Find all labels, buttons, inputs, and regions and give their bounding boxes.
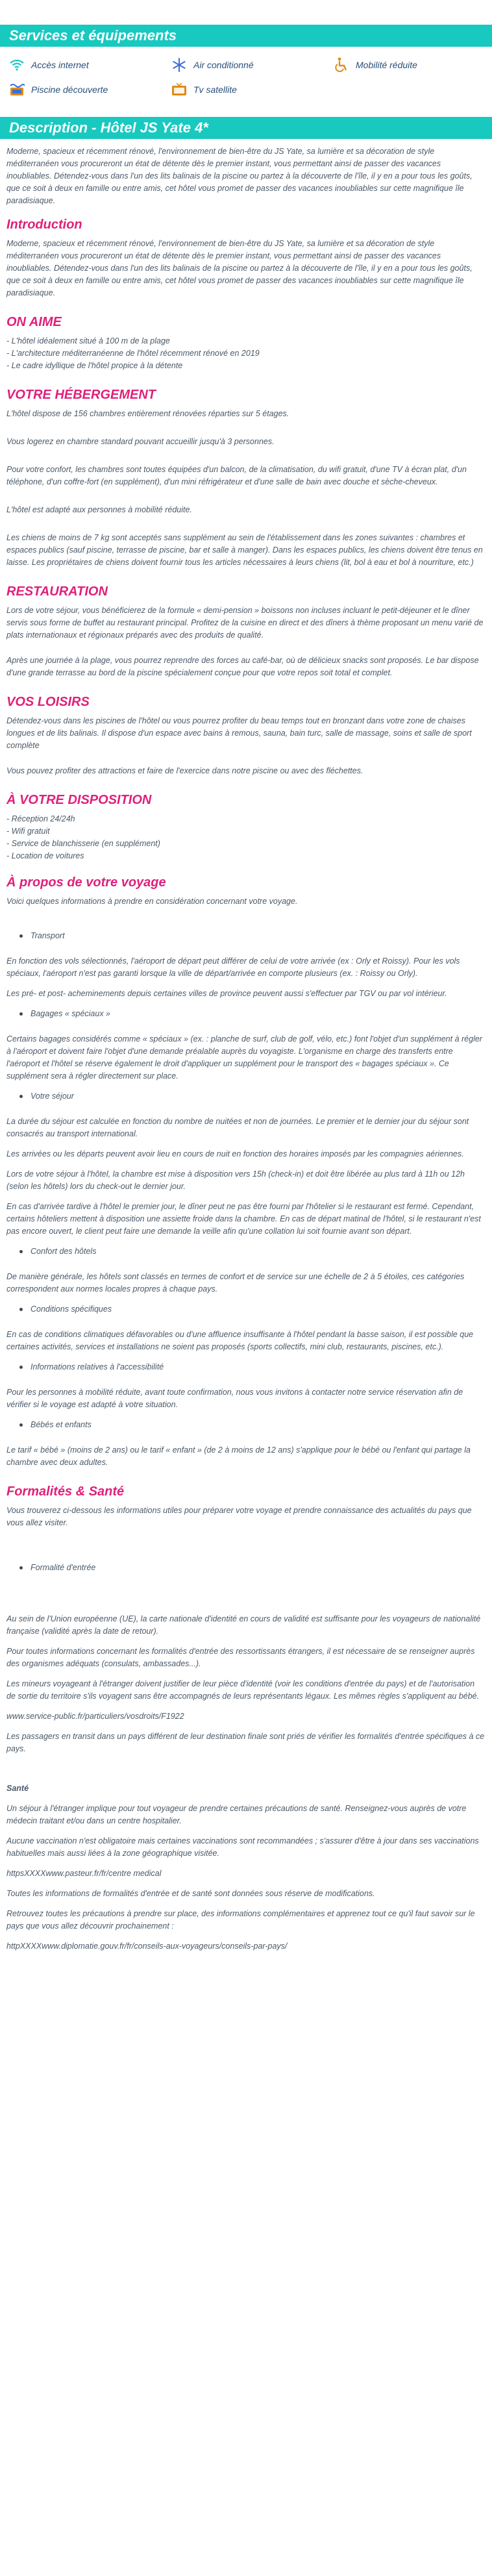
wheelchair-icon [334,57,349,73]
formalites-paragraph: Pour toutes informations concernant les formalités d'entrée des ressortissants étrangers, il est nécessaire de se renseigner auprès des organismes adéquats (consulats, ambassades...). [6,1647,475,1668]
hebergement-paragraph: Les chiens de moins de 7 kg sont acceptés sans supplément au sein de l'établissement dans les zones suivantes : chambres et espaces publics (sauf piscine, terrasse de piscine, bar et salle à manger). Dans les espaces publics, les chiens doivent être tenus en laisse. Les propriétaires de chiens doivent fournir tous les articles nécessaires à leurs chiens (lit, bol à eau et bol à nourriture, etc.) [6,533,483,567]
service-pool [9,82,171,97]
introduction-paragraph: Moderne, spacieux et récemment rénové, l'environnement de bien-être du JS Yate, sa lumière et sa décoration de style méditerranéen vous procureront un état de détente dès le premier instant, vous permettant ainsi de passer des vacances inoubliables. Détendez-vous dans l'un des lits balinais de la piscine ou partez à la découverte de l'île, il y en a pour tous les goûts, que ce soit à deux en famille ou entre amis, cet hôtel vous promet de passer des vacances inoubliables sur cette magnifique île paradisiaque. [6,239,473,297]
on-aime-item: - L'architecture méditerranéenne de l'hôtel récemment rénové en 2019 [6,349,260,358]
intro-paragraph: Moderne, spacieux et récemment rénové, l'environnement de bien-être du JS Yate, sa lumière et sa décoration de style méditerranéen vous procureront un état de détente dès le premier instant, vous permettant ainsi de passer des vacances inoubliables. Détendez-vous dans l'un des lits balinais de la piscine ou partez à la découverte de l'île, il y en a pour tous les goûts, que ce soit à deux en famille ou entre amis, cet hôtel vous promet de passer des vacances inoubliables sur cette magnifique île paradisiaque. [6,147,473,205]
hebergement-heading: VOTRE HÉBERGEMENT [6,388,156,402]
formalites-heading: Formalités & Santé [6,1484,125,1499]
sante-heading: Santé [6,1784,29,1793]
restauration-heading: RESTAURATION [6,584,108,599]
confort-bullet [6,1245,486,1258]
formalites-intro: Vous trouverez ci-dessous les informations utiles pour préparer votre voyage et prendre connaissance des actualités du pays que vous allez visiter. [6,1506,472,1527]
bebes-paragraph: Le tarif « bébé » (moins de 2 ans) ou le tarif « enfant » (de 2 à moins de 12 ans) s'applique pour le bébé ou l'enfant qui partage la chambre avec deux adultes. [6,1445,471,1467]
wifi-icon [9,57,25,73]
service-ac [171,57,334,73]
transport-paragraph: Les pré- et post- acheminements depuis certaines villes de province peuvent aussi s'effectuer par TGV ou par vol intérieur. [6,989,447,998]
tv-icon [171,82,187,97]
transport-bullet [6,930,486,942]
apropos-heading: À propos de votre voyage [6,875,166,890]
service-internet [9,57,171,73]
service-tv [171,82,334,97]
hebergement-paragraph: Pour votre confort, les chambres sont toutes équipées d'un balcon, de la climatisation, du wifi gratuit, d'une TV à écran plat, d'un téléphone, d'un coffre-fort (en supplément), d'un mini réfrigérateur et d'une salle de bain avec douche et sèche-cheveux. [6,465,467,486]
hebergement-paragraph: Vous logerez en chambre standard pouvant accueillir jusqu'à 3 personnes. [6,437,275,446]
bullet-label: Transport [31,931,65,940]
bullet-dot [19,1250,23,1253]
bullet-dot [19,1423,23,1427]
service-label: Tv satellite [193,84,237,95]
bullet-label: Confort des hôtels [31,1247,97,1256]
loisirs-paragraph: Vous pouvez profiter des attractions et faire de l'exercice dans notre piscine ou avec des fléchettes. [6,766,363,775]
bebes-bullet [6,1419,486,1431]
loisirs-paragraph: Détendez-vous dans les piscines de l'hôtel ou vous pourrez profiter du beau temps tout en bronzant dans votre zone de chaises longues et de lits balinais. Il dispose d'un espace avec bains à remous, sauna, bain turc, salle de massage, soins et salle de sport complète [6,716,472,750]
formalites-paragraph: Les mineurs voyageant à l'étranger doivent justifier de leur pièce d'identité (voir les conditions d'entrée du pays) et de l'autorisation de sortie du territoire s'ils voyagent sans être accompagnés de leurs représentants légaux. Les mêmes règles s'appliquent au bébé. [6,1679,480,1701]
service-mobility [334,57,492,73]
bullet-label: Formalité d'entrée [31,1563,96,1572]
on-aime-item: - Le cadre idyllique de l'hôtel propice à la détente [6,361,183,370]
description-content [0,139,492,1973]
on-aime-list [6,335,486,372]
sante-paragraph: Aucune vaccination n'est obligatoire mais certaines vaccinations sont recommandées ; s'assurer d'être à jour dans ses vaccinations habituelles mais aussi liées à la zone géographique visitée. [6,1836,479,1858]
hebergement-paragraph: L'hôtel est adapté aux personnes à mobilité réduite. [6,505,192,514]
service-label: Air conditionné [193,60,254,70]
access-bullet [6,1361,486,1373]
loisirs-heading: VOS LOISIRS [6,695,90,709]
apropos-intro: Voici quelques informations à prendre en considération concernant votre voyage. [6,897,298,906]
introduction-heading: Introduction [6,218,82,232]
bagages-bullet [6,1008,486,1020]
disposition-heading: À VOTRE DISPOSITION [6,793,152,807]
bullet-label: Votre séjour [31,1092,74,1101]
bullet-dot [19,1012,23,1016]
bullet-label: Bébés et enfants [31,1420,92,1429]
hebergement-paragraph: L'hôtel dispose de 156 chambres entièrement rénovées réparties sur 5 étages. [6,409,289,418]
sante-paragraph: Retrouvez toutes les précautions à prendre sur place, des informations complémentaires et apprenez tout ce qu'il faut savoir sur le pays que vous allez découvrir prochainement : [6,1909,475,1931]
bullet-dot [19,1566,23,1569]
sante-link[interactable]: httpXXXXwww.diplomatie.gouv.fr/fr/conseils-aux-voyageurs/conseils-par-pays/ [6,1942,288,1951]
service-label: Piscine découverte [31,84,108,95]
bullet-label: Conditions spécifiques [31,1305,112,1314]
sejour-paragraph: La durée du séjour est calculée en fonction du nombre de nuitées et non de journées. Le premier et le dernier jour du séjour sont consacrés au transport international. [6,1117,469,1138]
disposition-list [6,813,486,862]
sejour-paragraph: Les arrivées ou les départs peuvent avoir lieu en cours de nuit en fonction des horaires imposés par les compagnies aériennes. [6,1149,464,1158]
formalite-entree-bullet [6,1562,486,1574]
restauration-paragraph: Après une journée à la plage, vous pourrez reprendre des forces au café-bar, où de délicieux snacks sont proposés. Le bar dispose d'une grande terrasse au bord de la piscine spécialement conçue pour que votre repos soit total et complet. [6,656,479,677]
snowflake-icon [171,57,187,73]
services-title: Services et équipements [0,25,492,47]
services-grid [0,47,492,101]
sante-paragraph: Un séjour à l'étranger implique pour tout voyageur de prendre certaines précautions de santé. Renseignez-vous auprès de votre médecin traitant et/ou dans un centre hospitalier. [6,1804,467,1825]
sejour-paragraph: En cas d'arrivée tardive à l'hôtel le premier jour, le dîner peut ne pas être fourni par l'hôtelier si le restaurant est fermé. Cependant, certains hôteliers mettent à disposition une assiette froide dans la chambre. En cas de départ matinal de l'hôtel, si le restaurant n'est pas encore ouvert, le client peut faire une demande la veille afin qu'une collation lui soit fournie avant son départ. [6,1202,481,1236]
bullet-dot [19,1095,23,1098]
formalites-link[interactable]: www.service-public.fr/particuliers/vosdroits/F1922 [6,1712,184,1721]
sante-paragraph: Toutes les informations de formalités d'entrée et de santé sont données sous réserve de modifications. [6,1889,375,1898]
bullet-label: Bagages « spéciaux » [31,1009,111,1018]
disposition-item: - Réception 24/24h [6,814,75,823]
access-paragraph: Pour les personnes à mobilité réduite, avant toute confirmation, nous vous invitons à contacter notre service réservation afin de vérifier si le voyage est adapté à votre situation. [6,1388,463,1409]
disposition-item: - Service de blanchisserie (en supplément) [6,839,160,848]
conditions-paragraph: En cas de conditions climatiques défavorables ou d'une affluence insuffisante à l'hôtel pendant la basse saison, il est possible que certaines activités, services et installations ne soient pas proposés (sports collectifs, mini club, restaurants, piscines, etc.). [6,1330,474,1351]
description-title: Description - Hôtel JS Yate 4* [0,117,492,139]
sejour-bullet [6,1090,486,1103]
formalites-paragraph: Au sein de l'Union européenne (UE), la carte nationale d'identité en cours de validité est suffisante pour les voyageurs de nationalité française (validité après la date de retour). [6,1614,481,1636]
bullet-label: Informations relatives à l'accessibilité [31,1362,164,1371]
bullet-dot [19,934,23,938]
service-label: Mobilité réduite [356,60,417,70]
service-label: Accès internet [31,60,89,70]
bullet-dot [19,1308,23,1311]
transport-paragraph: En fonction des vols sélectionnés, l'aéroport de départ peut différer de celui de votre arrivée (ex : Orly et Roissy). Pour les vols spéciaux, l'aéroport n'est pas garanti lorsque la ville de départ/arrivée en comporte plusieurs (ex. : Roissy ou Orly). [6,957,460,978]
bullet-dot [19,1366,23,1369]
formalites-paragraph: Les passagers en transit dans un pays différent de leur destination finale sont priés de vérifier les formalités d'entrée spécifiques à ce pays. [6,1732,485,1753]
sante-link[interactable]: httpsXXXXwww.pasteur.fr/fr/centre medical [6,1869,162,1878]
confort-paragraph: De manière générale, les hôtels sont classés en termes de confort et de service sur une échelle de 2 à 5 étoiles, ces catégories correspondent aux normes locales propres à chaque pays. [6,1272,465,1294]
page [0,25,492,1973]
restauration-paragraph: Lors de votre séjour, vous bénéficierez de la formule « demi-pension » boissons non incluses incluant le petit-déjeuner et le dîner servis sous forme de buffet au restaurant principal. Profitez de la cuisine en direct et des dîners à thème proposant un menu varié de plats internationaux et régionaux préparés avec des produits de qualité. [6,606,484,640]
pool-icon [9,82,25,97]
disposition-item: - Wifi gratuit [6,827,50,836]
bagages-paragraph: Certains bagages considérés comme « spéciaux » (ex. : planche de surf, club de golf, vélo, etc.) font l'objet d'un supplément à régler à l'aéroport et doivent faire l'objet d'une demande préalable auprès du voyagiste. L'organisme en charge des transferts entre l'aéroport et l'hôtel se réserve également le droit d'appliquer un supplément pour le transport des « bagages spéciaux ». Ce supplément sera à régler directement sur place. [6,1034,482,1081]
on-aime-item: - L'hôtel idéalement situé à 100 m de la plage [6,336,170,345]
sejour-paragraph: Lors de votre séjour à l'hôtel, la chambre est mise à disposition vers 15h (check-in) et doit être libérée au plus tard à 11h ou 12h (selon les hôtels) lors du check-out le dernier jour. [6,1169,465,1191]
on-aime-heading: ON AIME [6,315,62,329]
disposition-item: - Location de voitures [6,851,84,860]
conditions-bullet [6,1303,486,1316]
